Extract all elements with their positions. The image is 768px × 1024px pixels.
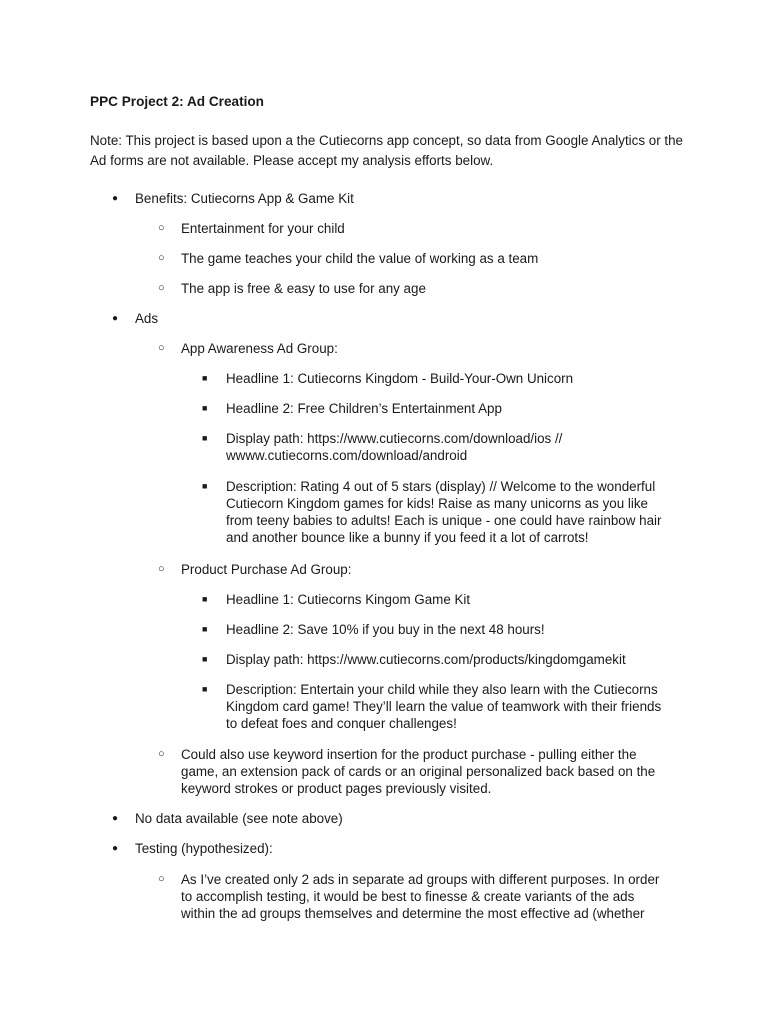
circle-bullet-icon: ○ — [158, 342, 165, 354]
list-item-text: Headline 1: Cutiecorns Kingdom - Build-Your-Own Unicorn — [226, 371, 574, 386]
list-item-text: Could also use keyword insertion for the product purchase - pulling either the game, an extension pack of cards or an original personalized back based on the keyword strokes or product pages previously visited. — [181, 747, 656, 796]
list-item-text: The game teaches your child the value of working as a team — [181, 251, 539, 266]
list-item-text: Entertainment for your child — [181, 221, 345, 236]
list-item-text: Headline 2: Free Children’s Entertainment App — [226, 401, 502, 416]
square-bullet-icon: ■ — [202, 433, 208, 443]
circle-bullet-icon: ○ — [158, 222, 165, 234]
list-item-text: Description: Rating 4 out of 5 stars (display) // Welcome to the wonderful Cutiecorn Kingdom games for kids! Raise as many unicorns as you like from teeny babies to adults! Each is unique - one could have rainbow hair and another bounce like a bunny if you feed it a lot of carrots! — [226, 479, 662, 545]
list-item-text: Display path: https://www.cutiecorns.com/products/kingdomgamekit — [226, 652, 626, 667]
list-item-text: Product Purchase Ad Group: — [181, 562, 352, 577]
circle-bullet-icon: ○ — [158, 252, 165, 264]
list-item-text: App Awareness Ad Group: — [181, 341, 338, 356]
list-item-text: Benefits: Cutiecorns App & Game Kit — [135, 191, 354, 206]
circle-bullet-icon: ○ — [158, 748, 165, 760]
circle-bullet-icon: ○ — [158, 282, 165, 294]
bullet-icon: ● — [112, 813, 119, 824]
square-bullet-icon: ■ — [202, 624, 208, 634]
square-bullet-icon: ■ — [202, 373, 208, 383]
list-item-text: Headline 1: Cutiecorns Kingom Game Kit — [226, 592, 471, 607]
intro-note: Note: This project is based upon a the Cutiecorns app concept, so data from Google Analytics or the Ad forms are not available. Please accept my analysis efforts below. — [90, 133, 683, 168]
square-bullet-icon: ■ — [202, 481, 208, 491]
square-bullet-icon: ■ — [202, 654, 208, 664]
list-item-text: Headline 2: Save 10% if you buy in the next 48 hours! — [226, 622, 545, 637]
circle-bullet-icon: ○ — [158, 873, 165, 885]
square-bullet-icon: ■ — [202, 403, 208, 413]
bullet-icon: ● — [112, 313, 119, 324]
bullet-icon: ● — [112, 193, 119, 204]
list-item-text: Description: Entertain your child while they also learn with the Cutiecorns Kingdom card game! They’ll learn the value of teamwork with their friends to defeat foes and conquer challenges! — [226, 682, 662, 731]
square-bullet-icon: ■ — [202, 684, 208, 694]
list-item-text: Display path: https://www.cutiecorns.com/download/ios // wwww.cutiecorns.com/download/android — [226, 431, 563, 463]
list-item-text: The app is free & easy to use for any age — [181, 281, 426, 296]
list-item-text: Ads — [135, 311, 159, 326]
square-bullet-icon: ■ — [202, 594, 208, 604]
list-item-text: Testing (hypothesized): — [135, 841, 273, 856]
bullet-icon: ● — [112, 843, 119, 854]
list-item-text: No data available (see note above) — [135, 811, 343, 826]
page-title: PPC Project 2: Ad Creation — [90, 94, 264, 109]
list-item-text: As I’ve created only 2 ads in separate ad groups with different purposes. In order to accomplish testing, it would be best to finesse & create variants of the ads within the ad groups themselves and determine the most effective ad (whether — [181, 872, 660, 921]
circle-bullet-icon: ○ — [158, 563, 165, 575]
